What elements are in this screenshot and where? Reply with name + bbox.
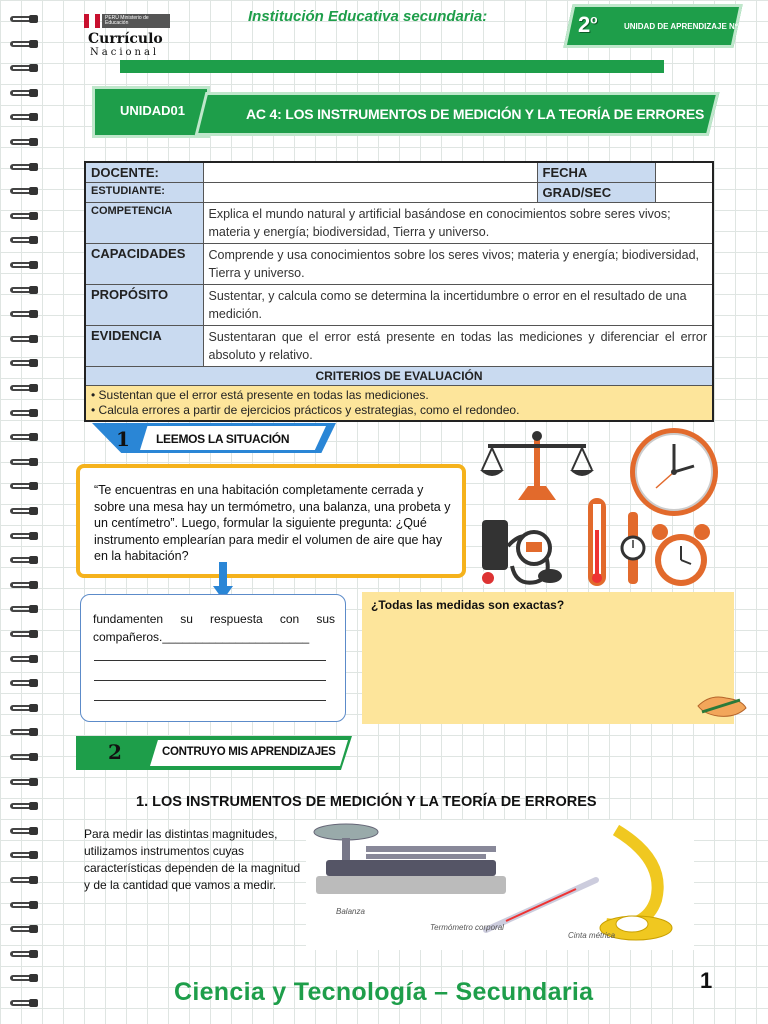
spiral-ring bbox=[10, 481, 38, 491]
criterios-heading: CRITERIOS DE EVALUACIÓN bbox=[85, 367, 713, 386]
answer-line bbox=[94, 680, 326, 681]
spiral-ring bbox=[10, 629, 38, 639]
header-divider-bar bbox=[120, 60, 664, 73]
estudiante-label: ESTUDIANTE: bbox=[85, 183, 203, 203]
spiral-ring bbox=[10, 285, 38, 295]
measuring-tape-icon bbox=[600, 830, 672, 940]
spiral-ring bbox=[10, 580, 38, 590]
situation-text: “Te encuentras en una habitación completamente cerrada y sobre una mesa hay un termómetro, una balanza, una probeta y un centímetro”. Luego, formular la siguiente pregunta: ¿Qué instrumento emplearían para medir el volumen de aire que hay en la habitación? bbox=[94, 483, 451, 563]
spiral-ring bbox=[10, 973, 38, 983]
spiral-ring bbox=[10, 112, 38, 122]
spiral-ring bbox=[10, 63, 38, 73]
logo-line1: Currículo bbox=[88, 31, 163, 47]
spiral-ring bbox=[10, 88, 38, 98]
spiral-ring bbox=[10, 506, 38, 516]
peru-flag-icon bbox=[84, 14, 100, 28]
spiral-ring bbox=[10, 137, 38, 147]
info-table bbox=[84, 161, 714, 422]
measuring-instruments-illustration bbox=[476, 426, 724, 594]
spiral-ring bbox=[10, 678, 38, 688]
termometro-label: Termómetro corporal bbox=[430, 923, 504, 932]
gradsec-label: GRAD/SEC bbox=[537, 183, 655, 203]
spiral-ring bbox=[10, 432, 38, 442]
unit-label: UNIDAD DE APRENDIZAJE Nº 1 bbox=[624, 22, 745, 31]
proposito-text: Sustentar, y calcula como se determina la incertidumbre o error en el resultado de una medición. bbox=[203, 285, 713, 326]
instruments-photo bbox=[306, 820, 694, 950]
thermometer-icon bbox=[588, 498, 606, 586]
logo-ministry-text: PERÚ Ministerio de Educación bbox=[102, 14, 170, 28]
spiral-ring bbox=[10, 850, 38, 860]
fecha-field[interactable] bbox=[655, 162, 713, 183]
capacidades-label: CAPACIDADES bbox=[85, 244, 203, 285]
cinta-label: Cinta métrica bbox=[568, 931, 616, 940]
spiral-ring bbox=[10, 39, 38, 49]
spiral-ring bbox=[10, 900, 38, 910]
evidencia-label: EVIDENCIA bbox=[85, 326, 203, 367]
blood-pressure-monitor-icon bbox=[481, 520, 562, 585]
competencia-label: COMPETENCIA bbox=[85, 203, 203, 244]
spiral-ring bbox=[10, 777, 38, 787]
capacidades-text: Comprende y usa conocimientos sobre los seres vivos; materia y energía; biodiversidad, Tierra y universo. bbox=[203, 244, 713, 285]
section2-number: 2 bbox=[108, 740, 122, 764]
competencia-text: Explica el mundo natural y artificial basándose en conocimientos sobre seres vivos; materia y energía; biodiversidad, Tierra y universo. bbox=[203, 203, 713, 244]
balance-photo-icon bbox=[314, 824, 506, 894]
pencil-hand-icon bbox=[696, 690, 748, 720]
spiral-ring bbox=[10, 383, 38, 393]
grade-number: 2$^o$ bbox=[578, 12, 598, 37]
answer-line bbox=[94, 700, 326, 701]
spiral-ring bbox=[10, 186, 38, 196]
evidencia-text: Sustentaran que el error está presente en todas las mediciones y diferenciar el error absoluto y relativo. bbox=[203, 326, 713, 367]
docente-label: DOCENTE: bbox=[85, 162, 203, 183]
spiral-ring bbox=[10, 457, 38, 467]
logo-line2: Nacional bbox=[90, 47, 160, 58]
spiral-ring bbox=[10, 654, 38, 664]
spiral-ring bbox=[10, 555, 38, 565]
spiral-ring bbox=[10, 727, 38, 737]
section2-title: CONTRUYO MIS APRENDIZAJES bbox=[162, 746, 336, 758]
wall-clock-icon bbox=[630, 428, 718, 516]
balance-scale-icon bbox=[480, 431, 594, 500]
page-number: 1 bbox=[700, 968, 713, 993]
spiral-ring bbox=[10, 998, 38, 1008]
estudiante-field[interactable] bbox=[203, 183, 537, 203]
spiral-ring bbox=[10, 235, 38, 245]
balanza-label: Balanza bbox=[336, 907, 365, 916]
spiral-ring bbox=[10, 826, 38, 836]
spiral-ring bbox=[10, 801, 38, 811]
fecha-label: FECHA bbox=[537, 162, 655, 183]
section1-title: LEEMOS LA SITUACIÓN bbox=[156, 432, 290, 446]
answer-prompt: fundamenten su respuesta con sus compañeros.______________________ bbox=[93, 612, 335, 644]
spiral-ring bbox=[10, 211, 38, 221]
spiral-ring bbox=[10, 334, 38, 344]
section1-number: 1 bbox=[116, 427, 130, 451]
spiral-ring bbox=[10, 752, 38, 762]
spiral-ring bbox=[10, 358, 38, 368]
question-text: ¿Todas las medidas son exactas? bbox=[371, 598, 565, 612]
spiral-ring bbox=[10, 949, 38, 959]
curriculo-nacional-logo bbox=[84, 14, 172, 56]
docente-field[interactable] bbox=[203, 162, 537, 183]
intro-paragraph: Para medir las distintas magnitudes, utilizamos instrumentos cuyas características dependen de la magnitud y de la cantidad que vamos a medir. bbox=[84, 827, 301, 892]
spiral-ring bbox=[10, 260, 38, 270]
institution-title: Institución Educativa secundaria: bbox=[248, 8, 488, 25]
criterios-list bbox=[85, 386, 713, 422]
proposito-label: PROPÓSITO bbox=[85, 285, 203, 326]
spiral-ring bbox=[10, 309, 38, 319]
spiral-ring bbox=[10, 604, 38, 614]
gradsec-field[interactable] bbox=[655, 183, 713, 203]
section-heading: 1. LOS INSTRUMENTOS DE MEDICIÓN Y LA TEORÍA DE ERRORES bbox=[136, 794, 597, 810]
spiral-ring bbox=[10, 14, 38, 24]
spiral-ring bbox=[10, 408, 38, 418]
spiral-ring bbox=[10, 162, 38, 172]
wristwatch-icon bbox=[622, 512, 644, 584]
spiral-ring bbox=[10, 875, 38, 885]
alarm-clock-icon bbox=[652, 524, 710, 586]
answer-line bbox=[94, 660, 326, 661]
spiral-ring bbox=[10, 531, 38, 541]
spiral-ring bbox=[10, 924, 38, 934]
footer-title: Ciencia y Tecnología – Secundaria bbox=[174, 978, 594, 1006]
unit-number: UNIDAD01 bbox=[120, 103, 186, 118]
activity-title: AC 4: LOS INSTRUMENTOS DE MEDICIÓN Y LA TEORÍA DE ERRORES bbox=[246, 106, 705, 122]
criterio-item: • Sustentan que el error está presente en todas las mediciones. bbox=[91, 388, 429, 402]
spiral-ring bbox=[10, 703, 38, 713]
criterio-item: • Calcula errores a partir de ejercicios prácticos y estrategias, como el redondeo. bbox=[91, 403, 520, 417]
